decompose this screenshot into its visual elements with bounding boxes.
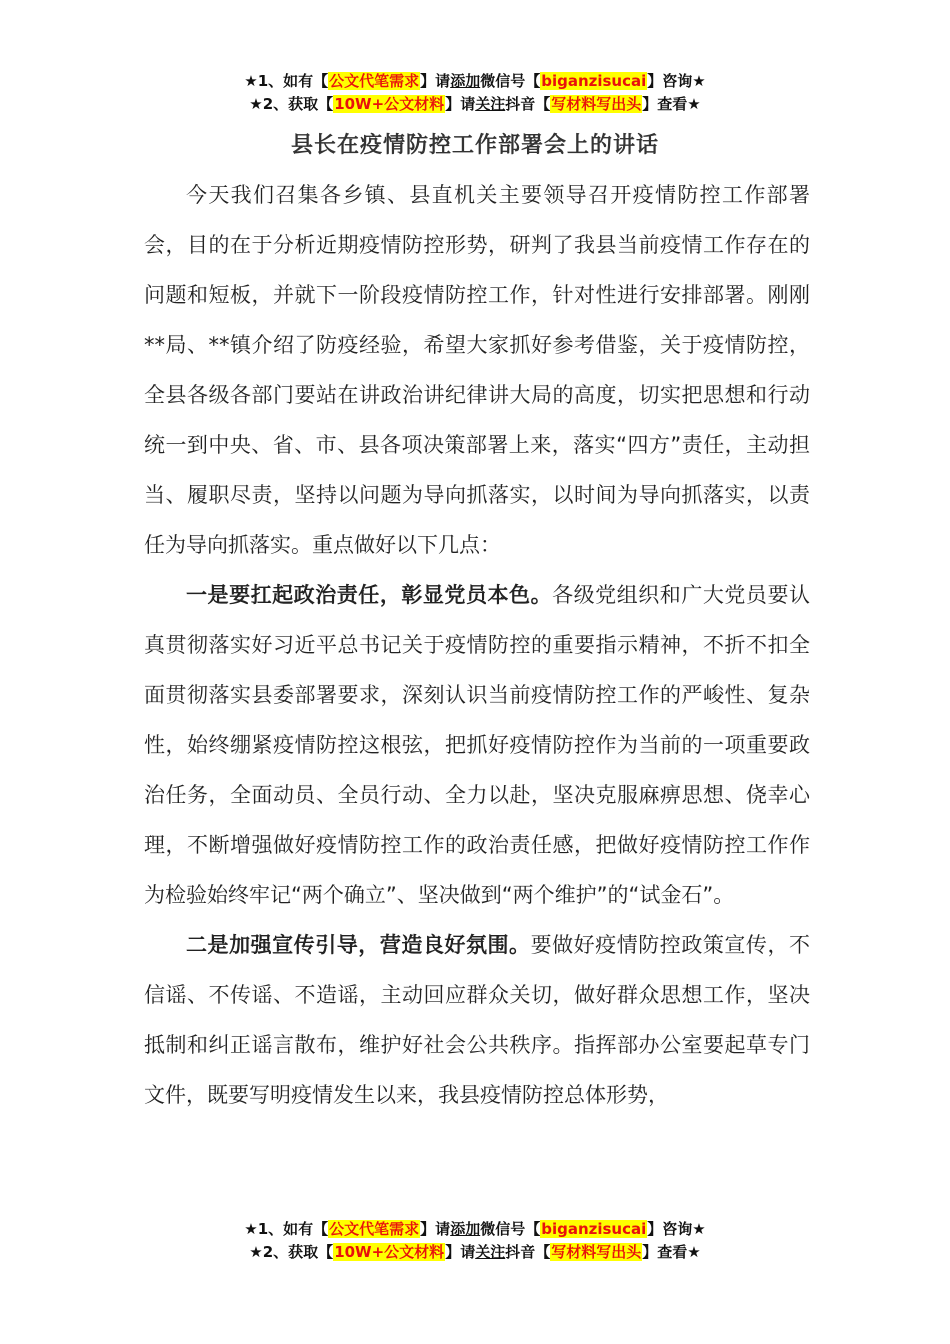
footer-banner [0, 1218, 950, 1264]
banner-text: 抖音【 [505, 1243, 551, 1261]
banner-line-1 [0, 1218, 950, 1241]
banner-text: 抖音【 [505, 95, 551, 113]
banner-line-2 [0, 1241, 950, 1264]
banner-line-1 [0, 70, 950, 93]
paragraph-point-2 [144, 920, 810, 1120]
highlight-materials: 10W+公文材料 [334, 1243, 445, 1261]
highlight-materials: 10W+公文材料 [334, 95, 445, 113]
banner-text: 】请 [445, 1243, 476, 1261]
banner-text: 1、如有【 [257, 1220, 329, 1238]
banner-text: 】咨询★ [647, 72, 706, 90]
star-icon: ★ [244, 1220, 258, 1238]
banner-text: 微信号【 [480, 1220, 541, 1238]
banner-text: 】查看★ [642, 1243, 701, 1261]
banner-text: 2、获取【 [262, 95, 334, 113]
banner-text: 微信号【 [480, 72, 541, 90]
paragraph-text: 要做好疫情防控政策宣传，不信谣、不传谣、不造谣，主动回应群众关切，做好群众思想工作，坚决抵制和纠正谣言散布，维护好社会公共秩序。指挥部办公室要起草专门文件，既要写明疫情发生以来，我县疫情防控总体形势， [144, 933, 811, 1107]
paragraph-text: 今天我们召集各乡镇、县直机关主要领导召开疫情防控工作部署会，目的在于分析近期疫情防控形势，研判了我县当前疫情工作存在的问题和短板，并就下一阶段疫情防控工作，针对性进行安排部署。刚刚**局、**镇介绍了防疫经验，希望大家抓好参考借鉴，关于疫情防控，全县各级各部门要站在讲政治讲纪律讲大局的高度，切实把思想和行动统一到中央、省、市、县各项决策部署上来，落实“四方”责任，主动担当、履职尽责，坚持以问题为导向抓落实，以时间为导向抓落实，以责任为导向抓落实。重点做好以下几点： [144, 183, 810, 557]
highlight-service: 公文代笔需求 [329, 72, 420, 90]
star-icon: ★ [244, 72, 258, 90]
banner-text: 】查看★ [642, 95, 701, 113]
paragraph-intro [144, 170, 810, 570]
paragraph-text: 各级党组织和广大党员要认真贯彻落实好习近平总书记关于疫情防控的重要指示精神，不折不扣全面贯彻落实县委部署要求，深刻认识当前疫情防控工作的严峻性、复杂性，始终绷紧疫情防控这根弦，把抓好疫情防控作为当前的一项重要政治任务，全面动员、全员行动、全力以赴，坚决克服麻痹思想、侥幸心理，不断增强做好疫情防控工作的政治责任感，把做好疫情防控工作作为检验始终牢记“两个确立”、坚决做到“两个维护”的“试金石”。 [144, 583, 811, 907]
star-icon: ★ [249, 95, 263, 113]
highlight-service: 公文代笔需求 [329, 1220, 420, 1238]
header-banner [0, 70, 950, 116]
banner-emphasis: 关注 [475, 1243, 506, 1261]
paragraph-lead: 二是加强宣传引导，营造良好氛围。 [186, 933, 531, 957]
banner-text: 2、获取【 [262, 1243, 334, 1261]
banner-text: 】咨询★ [647, 1220, 706, 1238]
paragraph-point-1 [144, 570, 810, 920]
highlight-wechat-id: biganzisucai [541, 72, 647, 90]
highlight-douyin-id: 写材料写出头 [551, 95, 642, 113]
highlight-wechat-id: biganzisucai [541, 1220, 647, 1238]
star-icon: ★ [249, 1243, 263, 1261]
document-body [144, 170, 810, 1120]
banner-text: 】请 [445, 95, 476, 113]
paragraph-lead: 一是要扛起政治责任，彰显党员本色。 [186, 583, 553, 607]
highlight-douyin-id: 写材料写出头 [551, 1243, 642, 1261]
banner-text: 】请 [420, 72, 451, 90]
banner-text: 1、如有【 [257, 72, 329, 90]
banner-emphasis: 添加 [450, 1220, 481, 1238]
banner-text: 】请 [420, 1220, 451, 1238]
banner-line-2 [0, 93, 950, 116]
document-title: 县长在疫情防控工作部署会上的讲话 [290, 133, 659, 158]
banner-emphasis: 添加 [450, 72, 481, 90]
banner-emphasis: 关注 [475, 95, 506, 113]
